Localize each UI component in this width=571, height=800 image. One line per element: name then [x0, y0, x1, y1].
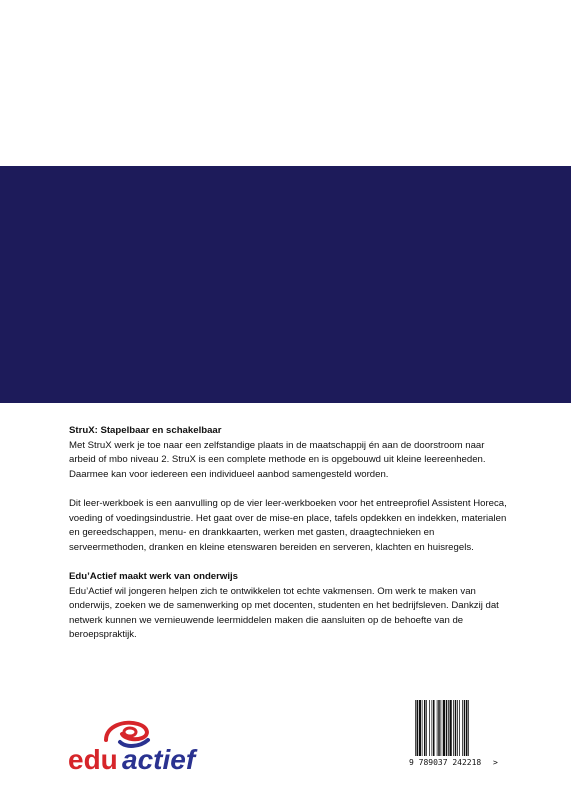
section-heading-eduactief: Edu’Actief maakt werk van onderwijs [69, 570, 239, 582]
section-paragraph-eduactief: Edu’Actief wil jongeren helpen zich te ontwikkelen tot echte vakmensen. Om werk te maken van onderwijs, zoeken we de samenwerking op met docenten, studenten en het bedrijfsleven. Dankzij dat netwerk kunnen we vernieuwende leermiddelen maken die aansluiten op de behoefte van de beroepspraktijk. [69, 585, 499, 641]
isbn-barcode [403, 700, 503, 772]
logo-edu-text: edu [68, 744, 118, 774]
section-heading-strux: StruX: Stapelbaar en schakelbaar [69, 425, 222, 436]
section-paragraph-leerwerkboek: Dit leer-werkboek is een aanvulling op de vier leer-werkboeken voor het entreeprofiel Assistent Horeca, voeding of voedingsindustrie. Het gaat over de mise-en place, tafels opdekken en indekken, materialen en gereedschappen, menu- en drankkaarten, werken met gasten, draagtechnieken en serveermethoden, dranken en kleine etenswaren bereiden en serveren, klachten en huisregels. [69, 497, 507, 553]
eduactief-logo [66, 718, 216, 774]
logo-swoosh-icon [106, 723, 148, 746]
cover-color-band [0, 166, 571, 403]
barcode-bars [413, 700, 493, 760]
logo-actief-text: actief [122, 744, 196, 774]
back-cover-text [69, 424, 509, 643]
section-paragraph-strux: Met StruX werk je toe naar een zelfstandige plaats in de maatschappij én aan de doorstroom naar arbeid of mbo niveau 2. StruX is een complete methode en is opgebouwd uit kleine leereenheden. Daarmee kan voor iedereen een individueel aanbod samengesteld worden. [69, 439, 486, 480]
barcode-arrow: > [493, 758, 498, 767]
barcode-digits: 9 789037 242218 [409, 758, 482, 767]
